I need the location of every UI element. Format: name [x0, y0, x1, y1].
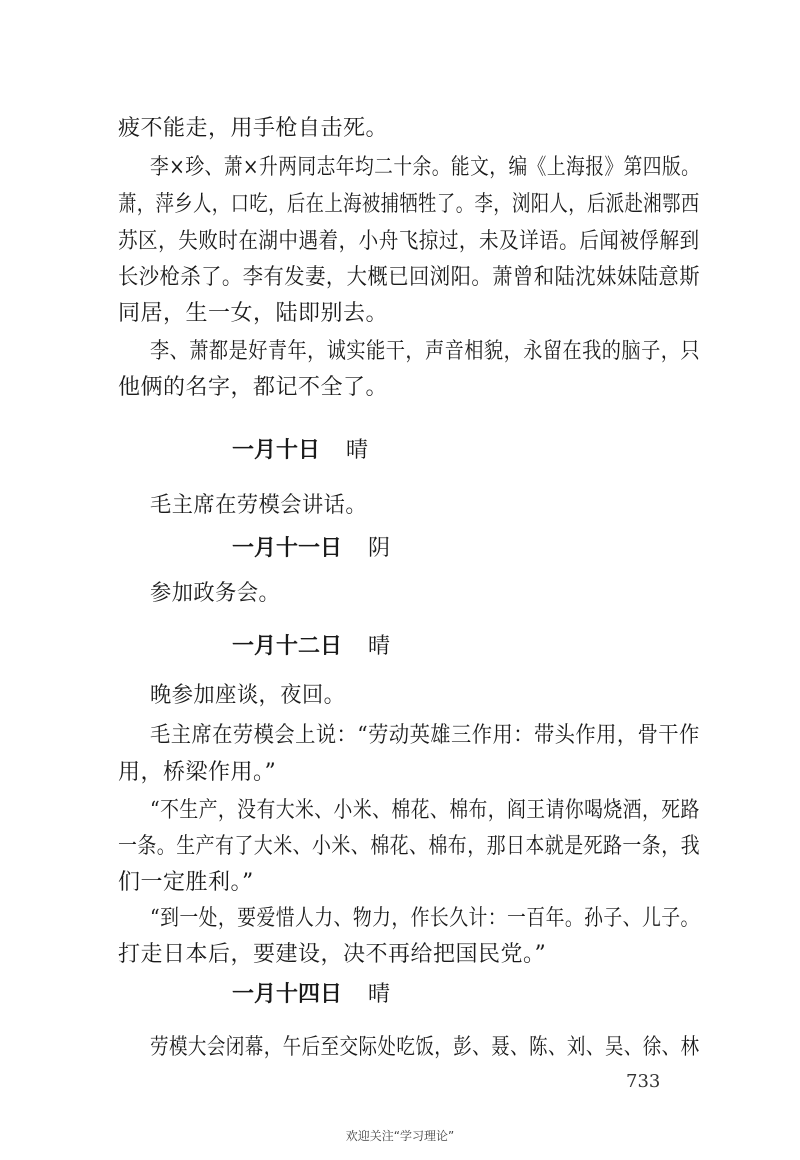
diary-date-heading: [232, 532, 390, 565]
page-number: 733: [626, 1071, 661, 1092]
diary-date-heading: [232, 434, 368, 467]
diary-weather: 晴: [346, 438, 369, 463]
diary-weather: 晴: [368, 634, 391, 659]
text-line: 萧，萍乡人，口吃，后在上海被捕牺牲了。李，浏阳人，后派赴湘鄂西: [118, 192, 700, 217]
text-line: 打走日本后，要建设，决不再给把国民党。”: [118, 942, 547, 967]
text-line: 劳模大会闭幕，午后至交际处吃饭，彭、聂、陈、刘、吴、徐、林: [150, 1035, 700, 1060]
diary-date-heading: [232, 630, 390, 663]
text-line: 苏区，失败时在湖中遇着，小舟飞掠过，未及详语。后闻被俘解到: [118, 229, 700, 254]
footer-note: 欢迎关注“学习理论”: [345, 1129, 455, 1143]
diary-date: 一月十二日: [232, 633, 343, 659]
text-line: 们一定胜利。”: [118, 870, 254, 895]
text-line: “不生产，没有大米、小米、棉花、棉布，阎王请你喝烧酒，死路: [150, 798, 700, 823]
text-line: 毛主席在劳模会上说：“劳动英雄三作用：带头作用，骨干作: [150, 723, 700, 748]
diary-date: 一月十四日: [232, 981, 343, 1007]
text-line: 疲不能走，用手枪自击死。: [118, 116, 389, 141]
diary-date-heading: [232, 978, 390, 1011]
text-line: 李×珍、萧×升两同志年均二十余。能文，编《上海报》第四版。: [150, 155, 701, 180]
text-line: “到一处，要爱惜人力、物力，作长久计：一百年。孙子、儿子。: [150, 906, 700, 931]
diary-weather: 阴: [368, 536, 391, 561]
text-line: 一条。生产有了大米、小米、棉花、棉布，那日本就是死路一条，我: [118, 834, 701, 859]
text-line: 他俩的名字，都记不全了。: [118, 375, 389, 400]
text-line: 晚参加座谈，夜回。: [150, 683, 346, 708]
diary-date: 一月十日: [232, 437, 321, 463]
text-line: 用，桥梁作用。”: [118, 760, 277, 785]
text-line: 同居，生一女，陆即别去。: [118, 301, 389, 326]
text-line: 李、萧都是好青年，诚实能干，声音相貌，永留在我的脑子，只: [150, 339, 701, 364]
diary-weather: 晴: [368, 982, 391, 1007]
text-line: 参加政务会。: [150, 581, 281, 606]
text-line: 毛主席在劳模会讲话。: [150, 493, 368, 518]
diary-date: 一月十一日: [232, 535, 343, 561]
text-line: 长沙枪杀了。李有发妻，大概已回浏阳。萧曾和陆沈妹妹陆意斯: [118, 265, 701, 290]
